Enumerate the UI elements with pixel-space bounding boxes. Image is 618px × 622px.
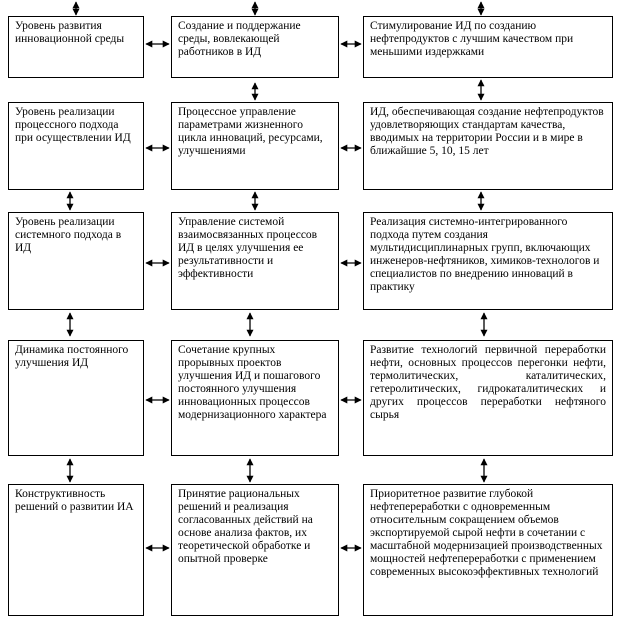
box-row3-approach: Управление системой взаимосвязанных процессов ИД в целях улучшения ее результативности и эффективности [171, 212, 339, 310]
box-row4-approach: Сочетание крупных прорывных проектов улучшения ИД и пошагового постоянного улучшения инновационных процессов модернизационного характера [171, 340, 339, 456]
box-row1-level: Уровень развития инновационной среды [8, 16, 144, 78]
box-row4-goal: Развитие технологий первичной переработки нефти, основных процессов перегонки нефти, термолитических, каталитических, гетеролитических, гидрокаталитических и других процессов переработки нефтяного сырья [363, 340, 613, 456]
box-row2-goal: ИД, обеспечивающая создание нефтепродуктов удовлетворяющих стандартам качества, вводимых на территории России и в мире в ближайшие 5, 10, 15 лет [363, 102, 613, 190]
box-row5-approach: Принятие рациональных решений и реализация согласованных действий на основе анализа фактов, их теоретической обработке и опытной проверке [171, 484, 339, 616]
box-row5-goal: Приоритетное развитие глубокой нефтепереработки с одновременным относительным сокращением объемов экспортируемой сырой нефти в сочетании с масштабной модернизацией производственных мощностей нефтепереработки с применением современных высокоэффективных технологий [363, 484, 613, 616]
box-row4-level: Динамика постоянного улучшения ИД [8, 340, 144, 456]
box-row3-level: Уровень реализации системного подхода в ИД [8, 212, 144, 310]
box-row2-level: Уровень реализации процессного подхода при осуществлении ИД [8, 102, 144, 190]
box-row2-approach: Процессное управление параметрами жизненного цикла инноваций, ресурсами, улучшениями [171, 102, 339, 190]
box-row3-goal: Реализация системно-интегрированного подхода путем создания мультидисциплинарных групп, включающих инженеров-нефтяников, химиков-технологов и специалистов по внедрению инноваций в практику [363, 212, 613, 310]
box-row5-level: Конструктивность решений о развитии ИА [8, 484, 144, 616]
box-row1-goal: Стимулирование ИД по созданию нефтепродуктов с лучшим качеством при меньшими издержками [363, 16, 613, 78]
box-row1-approach: Создание и поддержание среды, вовлекающей работников в ИД [171, 16, 339, 78]
